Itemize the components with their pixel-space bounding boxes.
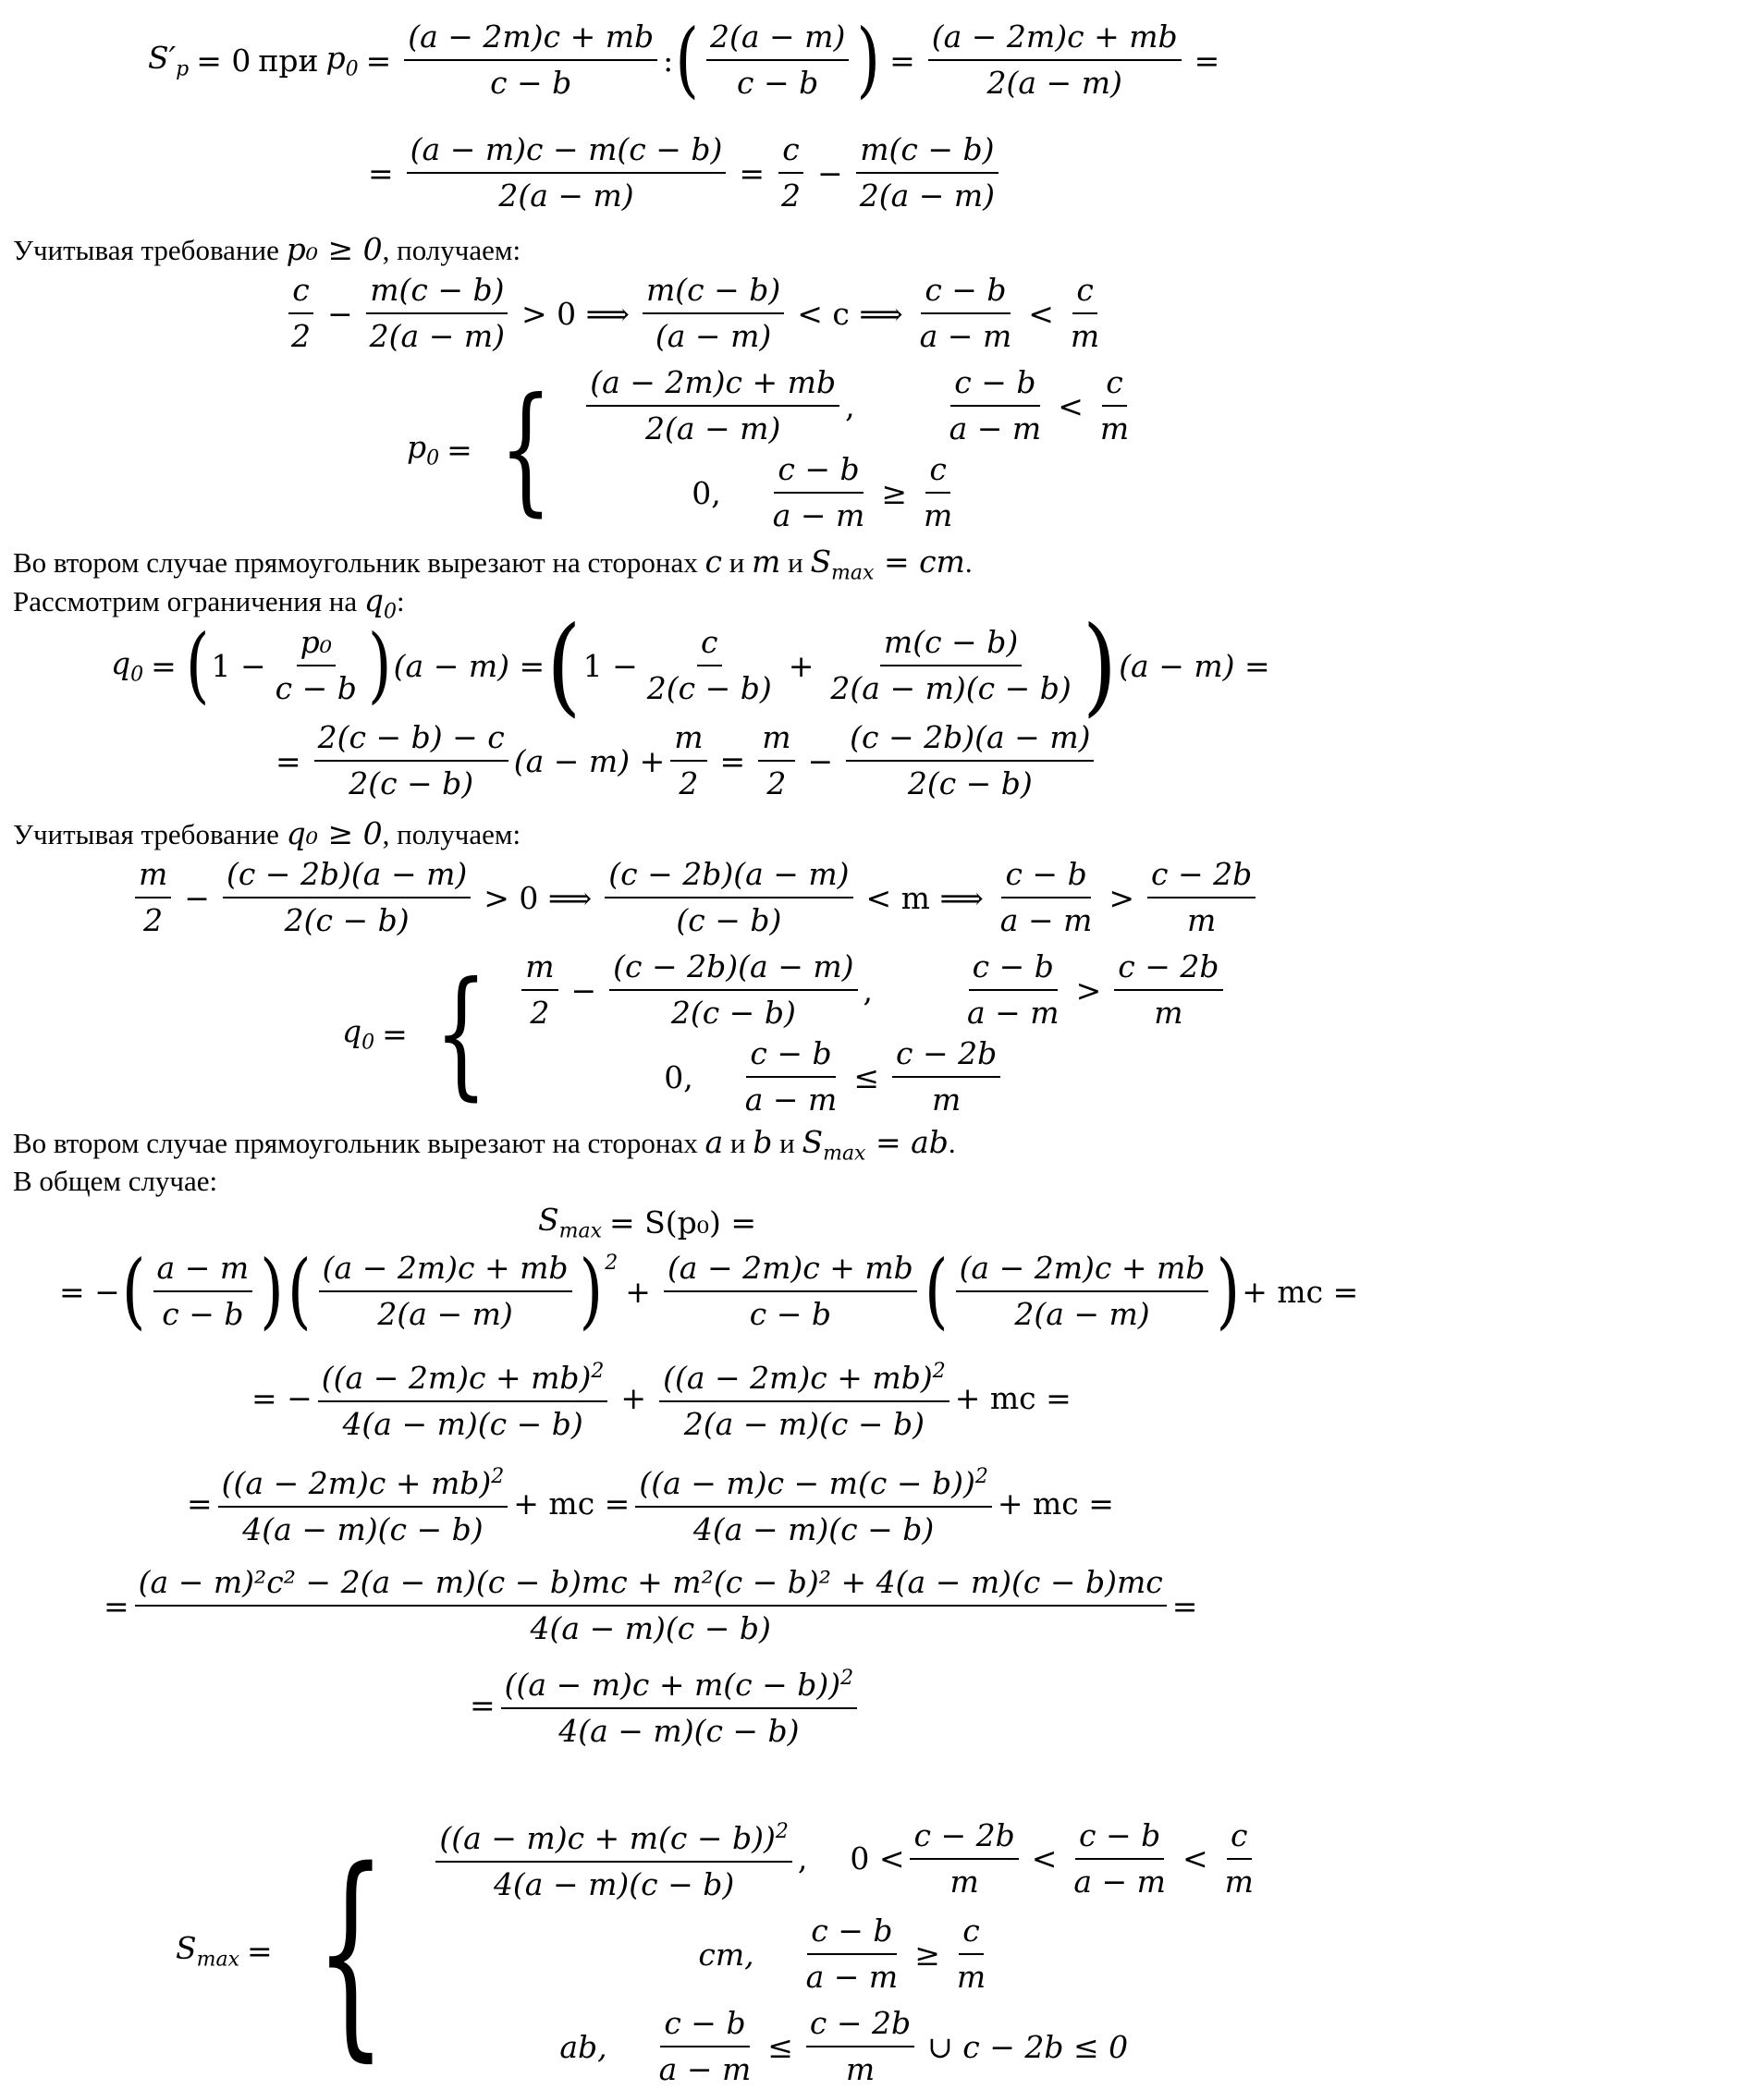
system-q0: $q_0$ = { $\frac{m}{2}$ − $\frac{(c - 2b)(a - m)}{2(c - b)}$ , $\frac{c - b}{a - m}$ > $\frac{c - 2b}{m}$ 0, $\frac{c - b}{a - m}$ ≤ $\frac{c - 2b}{m}$: [0, 947, 1636, 1120]
case-row: ab, $\frac{c - b}{a - m}$ ≤ $\frac{c - 2b}{m}$ ∪ c − 2b ≤ 0: [559, 2005, 1129, 2087]
left-brace: {: [314, 1821, 386, 2081]
system-smax: $S_{max}$ = { $\frac{((a - m)c + m(c - b))^2}{4(a - m)(c - b)}$ , 0 < $\frac{c - 2b}{m}$ < $\frac{c - b}{a - m}$ < $\frac{c}{m}$ cm, $\frac{c - b}{a - m}$ ≥ $\frac{c}{m}$ ab, $\frac{c - b}{a - m}$ ≤ $\frac{c - 2b}{m}$ ∪ c − 2b ≤ 0: [0, 1812, 1470, 2090]
fraction: $\frac{2(a - m)}{c - b}$: [706, 17, 849, 104]
paragraph-general-case: В общем случае:: [13, 1165, 218, 1197]
equation-line-8: = − ( $\frac{a - m}{c - b}$ ) ( $\frac{(a - 2m)c + mb}{2(a - m)}$ ) $^2$ + $\frac{(a - 2m)c + mb}{c - b}$ ( $\frac{(a - 2m)c + mb}{2(a - m)}$ ) + mc =: [59, 1242, 1359, 1339]
paragraph-requirement-p0: Учитывая требование p₀ ≥ 0, получаем:: [13, 231, 521, 267]
equation-line-4: $q_0$ = ( 1 − $\frac{\text{p₀}}{c - b}$ ) (a − m) = ( 1 − $\frac{c}{2(c - b)}$ + $\frac{m(c - b)}{2(a - m)(c - b)}$ ) (a − m) =: [111, 603, 1270, 728]
equation-line-3: $\frac{c}{2}$ − $\frac{m(c - b)}{2(a - m)}$ > 0 ⟹ $\frac{m(c - b)}{(a - m)}$ < c ⟹ $\frac{c - b}{a - m}$ < $\frac{c}{m}$: [0, 270, 1576, 357]
system-p0: $p_0$ = { $\frac{(a - 2m)c + mb}{2(a - m)}$ , $\frac{c - b}{a - m}$ < $\frac{c}{m}$ 0, $\frac{c - b}{a - m}$ ≥ $\frac{c}{m}$: [0, 362, 1701, 536]
fraction: $\frac{(a - m)c - m(c - b)}{2(a - m)}$: [407, 129, 727, 216]
left-brace: {: [434, 953, 488, 1114]
word-pri: при: [258, 42, 319, 79]
fraction: $\frac{(a - 2m)c + mb}{c - b}$: [404, 17, 657, 104]
equation-line-1: $S'_p$ = 0 при $p_0$ = $\frac{(a - 2m)c + mb}{c - b}$ : ( $\frac{2(a - m)}{c - b}$ ) = $\frac{(a - 2m)c + mb}{2(a - m)}$ =: [148, 11, 1220, 108]
fraction: $\frac{c - b}{a - m}$: [919, 272, 1012, 354]
fraction: $\frac{c}{m}$: [1070, 272, 1100, 354]
fraction: $\frac{m(c - b)}{(a - m)}$: [643, 270, 784, 357]
paragraph-second-case-ab: Во втором случае прямоугольник вырезают на сторонах a и b и $S_{max}$ = ab.: [13, 1124, 956, 1166]
fraction: $\frac{(a - 2m)c + mb}{2(a - m)}$: [928, 17, 1182, 104]
equation-line-5: = $\frac{2(c - b) - c}{2(c - b)}$ (a − m) + $\frac{m}{2}$ = $\frac{m}{2}$ − $\frac{(c - 2b)(a - m)}{2(c - b)}$: [0, 717, 1562, 804]
fraction: $\frac{m(c - b)}{2(a - m)}$: [856, 129, 998, 216]
paragraph-second-case-cm: Во втором случае прямоугольник вырезают на сторонах c и m и $S_{max}$ = cm.: [13, 544, 973, 585]
case-row: 0, $\frac{c - b}{a - m}$ ≤ $\frac{c - 2b}{m}$: [516, 1033, 1228, 1120]
case-row: $\frac{((a - m)c + m(c - b))^2}{4(a - m)(c - b)}$ , 0 < $\frac{c - 2b}{m}$ < $\frac{c - b}{a - m}$ < $\frac{c}{m}$: [430, 1812, 1263, 1905]
case-row: 0, $\frac{c - b}{a - m}$ ≥ $\frac{c}{m}$: [692, 451, 953, 533]
fraction: $\frac{c}{2}$: [288, 270, 314, 357]
derivative-symbol: $S'_p$: [148, 39, 190, 81]
equation-line-7: $S_{max}$ = S(p₀) =: [538, 1202, 756, 1243]
equation-line-6: $\frac{m}{2}$ − $\frac{(c - 2b)(a - m)}{2(c - b)}$ > 0 ⟹ $\frac{(c - 2b)(a - m)}{(c - b)}$ < m ⟹ $\frac{c - b}{a - m}$ > $\frac{c - 2b}{m}$: [0, 854, 1424, 941]
equation-line-12: = $\frac{((a - m)c + m(c - b))^2}{4(a - m)(c - b)}$: [0, 1658, 1764, 1752]
equation-line-9: = − $\frac{((a - 2m)c + mb)^2}{4(a - m)(c - b)}$ + $\frac{((a - 2m)c + mb)^2}{2(a - m)(c - b)}$ + mc =: [0, 1351, 1546, 1445]
case-row: cm, $\frac{c - b}{a - m}$ ≥ $\frac{c}{m}$: [698, 1913, 986, 1995]
equation-line-2: = $\frac{(a - m)c - m(c - b)}{2(a - m)}$ = $\frac{c}{2}$ − $\frac{m(c - b)}{2(a - m)}$: [0, 129, 1655, 216]
left-brace: {: [498, 369, 553, 530]
fraction: $\frac{m(c - b)}{2(a - m)}$: [366, 270, 508, 357]
case-row: $\frac{m}{2}$ − $\frac{(c - 2b)(a - m)}{2(c - b)}$ , $\frac{c - b}{a - m}$ > $\frac{c - 2b}{m}$: [516, 947, 1228, 1033]
fraction: $\frac{c}{2}$: [778, 129, 804, 216]
paragraph-requirement-q0: Учитывая требование q₀ ≥ 0, получаем:: [13, 815, 521, 851]
paragraph-constraints-q0: Рассмотрим ограничения на $q_0$:: [13, 582, 405, 624]
case-row: $\frac{(a - 2m)c + mb}{2(a - m)}$ , $\frac{c - b}{a - m}$ < $\frac{c}{m}$: [581, 362, 1138, 449]
equation-line-10: = $\frac{((a - 2m)c + mb)^2}{4(a - m)(c - b)}$ + mc = $\frac{((a - m)c - m(c - b))^2}{4(a - m)(c - b)}$ + mc =: [0, 1457, 1481, 1550]
equation-line-11: = (a − m)²c² − 2(a − m)(c − b)mc + m²(c − b)² + 4(a − m)(c − b)mc 4(a − m)(c − b) =: [104, 1564, 1198, 1646]
